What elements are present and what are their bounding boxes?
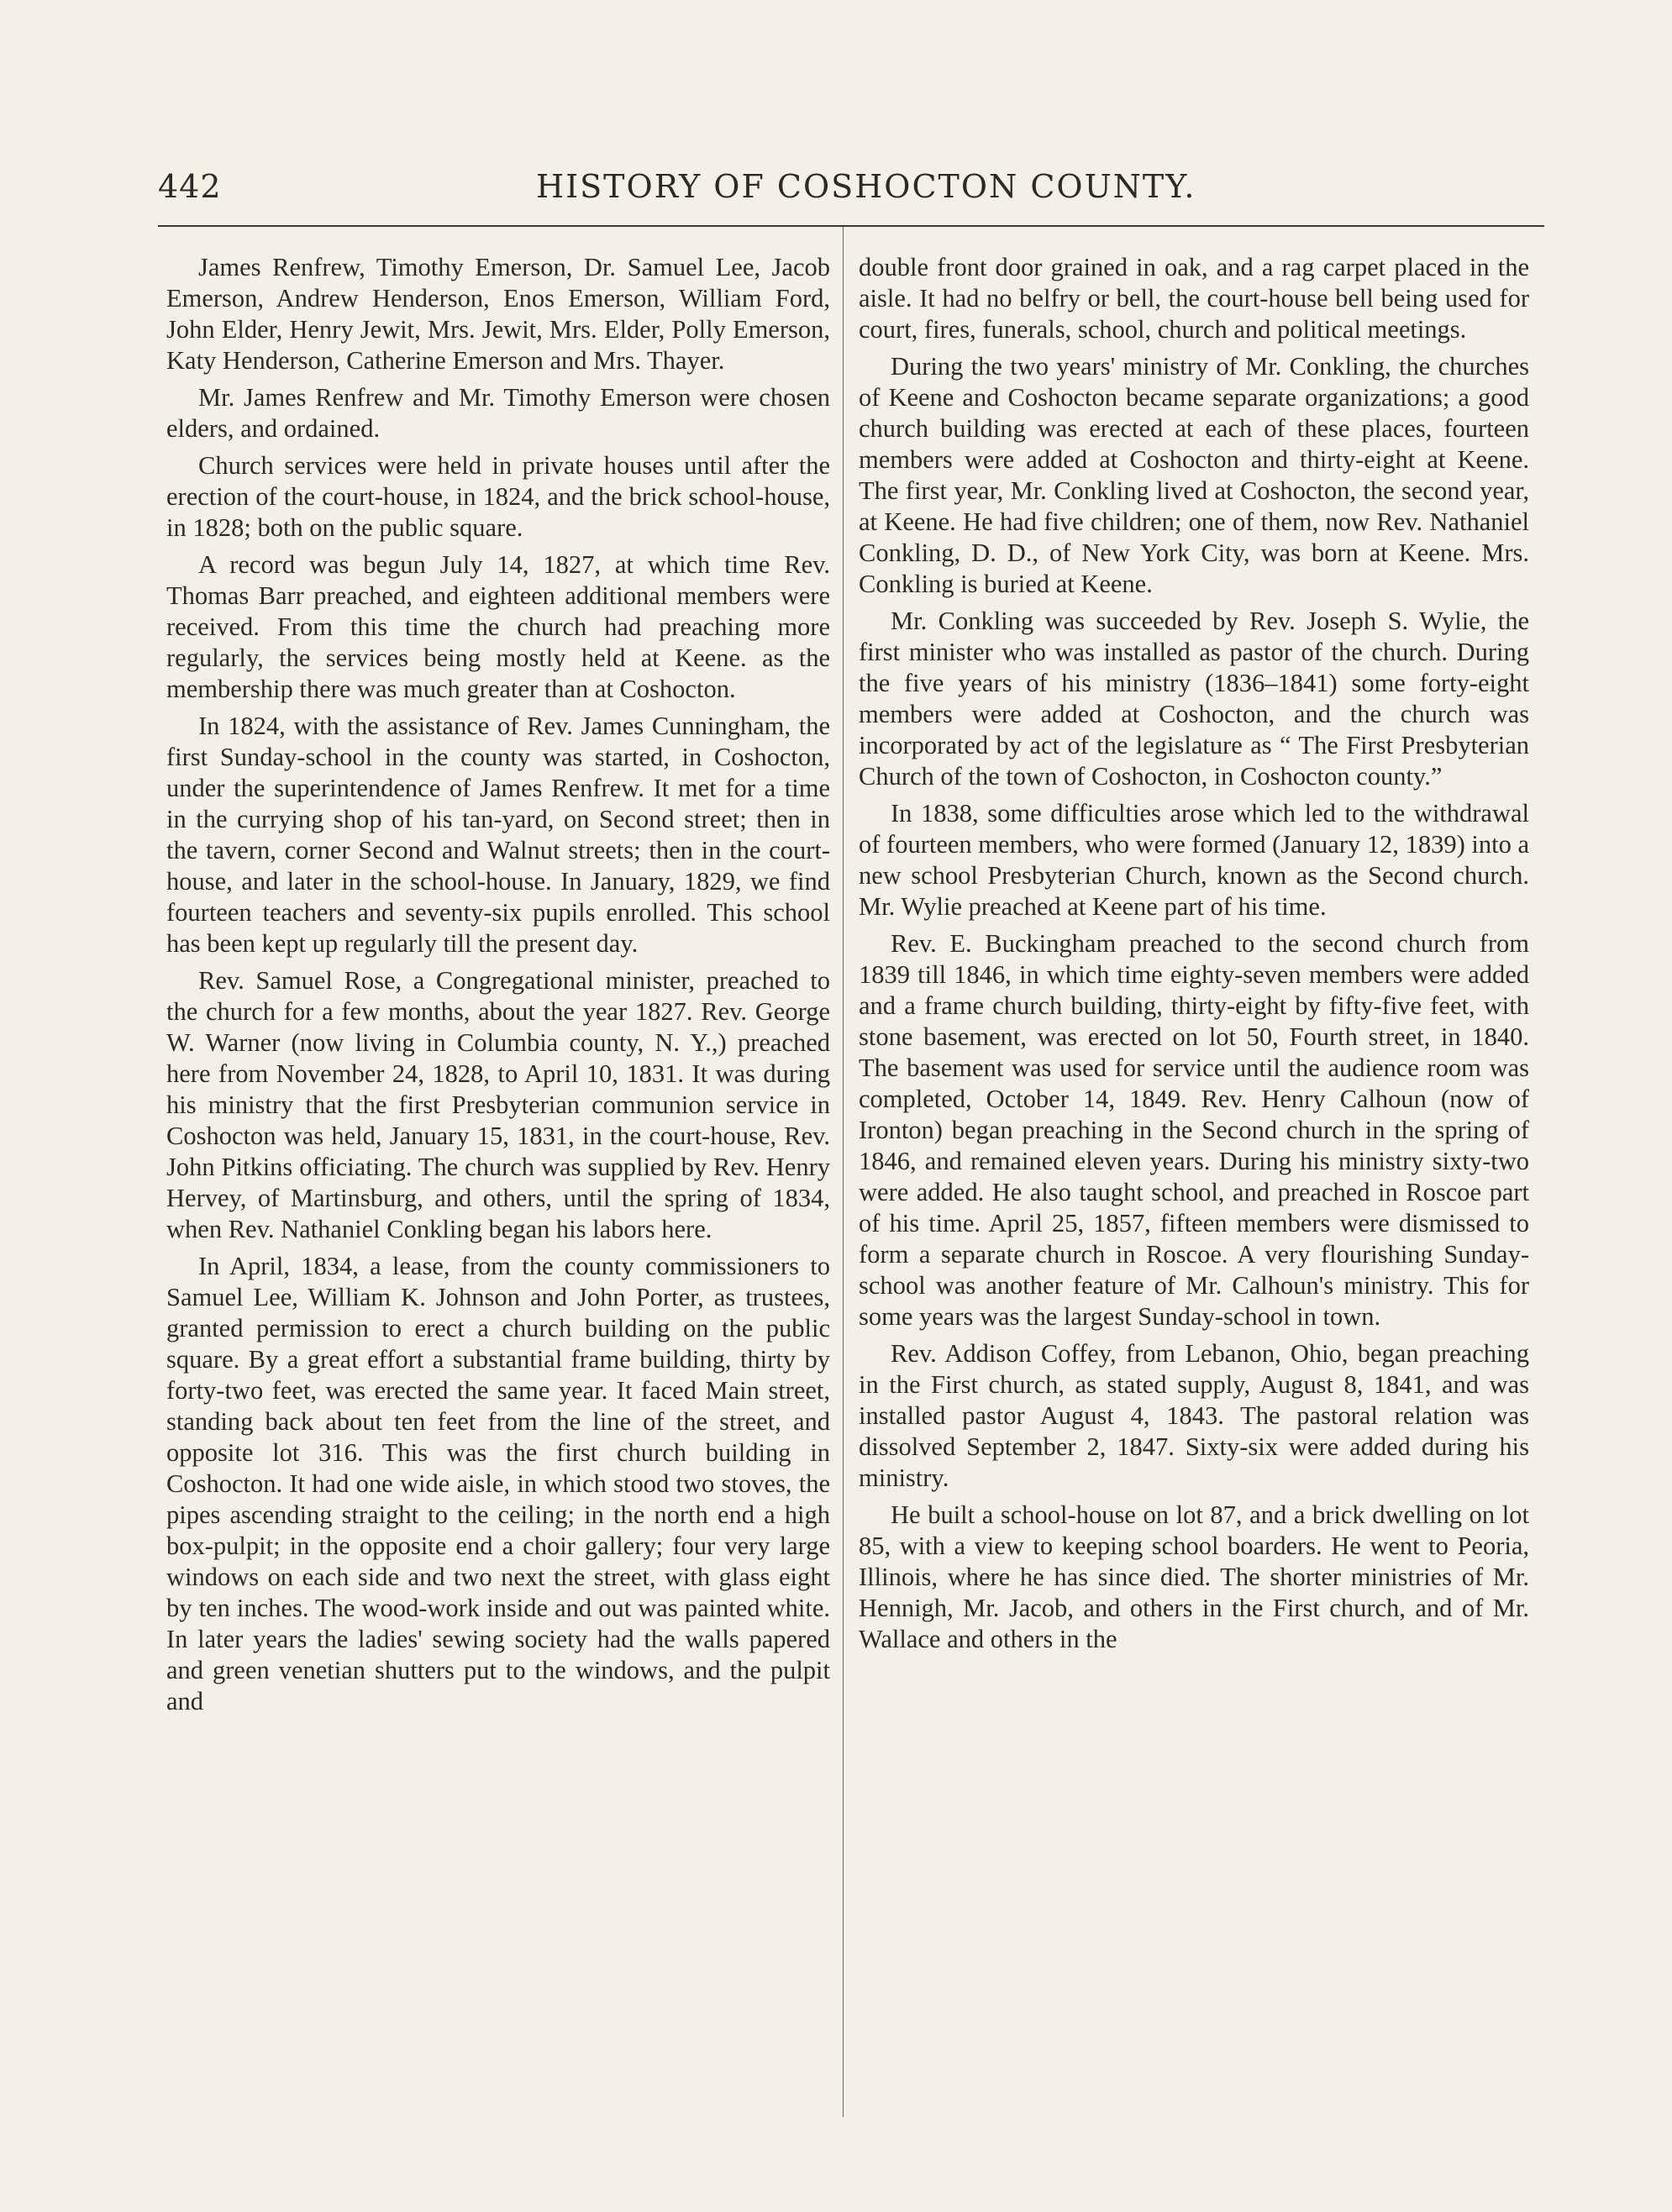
header-rule	[158, 225, 1544, 227]
paragraph: Rev. Addison Coffey, from Lebanon, Ohio, began preaching in the First church, as stated supply, August 8, 1841, and was installed pastor August 4, 1843. The pastoral relation was dissolved September 2, 1847. Sixty-six were added during his ministry.	[859, 1339, 1529, 1492]
paragraph: Mr. James Renfrew and Mr. Timothy Emerson were chosen elders, and ordained.	[166, 383, 830, 443]
left-column	[166, 252, 830, 1723]
paragraph: double front door grained in oak, and a rag carpet placed in the aisle. It had no belfry or bell, the court-house bell being used for court, fires, funerals, school, church and political meetings.	[859, 253, 1529, 344]
paragraph: Rev. E. Buckingham preached to the second church from 1839 till 1846, in which time eighty-seven members were added and a frame church building, thirty-eight by fifty-five feet, with stone basement, was erected on lot 50, Fourth street, in 1840. The basement was used for service until the audience room was completed, October 14, 1849. Rev. Henry Calhoun (now of Ironton) began preaching in the Second church in the spring of 1846, and remained eleven years. During his ministry sixty-two were added. He also taught school, and preached in Roscoe part of his time. April 25, 1857, fifteen members were dismissed to form a separate church in Roscoe. A very flourishing Sunday-school was another feature of Mr. Calhoun's ministry. This for some years was the largest Sunday-school in town.	[859, 929, 1529, 1331]
paragraph: A record was begun July 14, 1827, at which time Rev. Thomas Barr preached, and eighteen additional members were received. From this time the church had preaching more regularly, the services being mostly held at Keene. as the membership there was much greater than at Coshocton.	[166, 550, 830, 703]
page-header	[158, 160, 1546, 227]
paragraph: In 1838, some difficulties arose which led to the withdrawal of fourteen members, who were formed (January 12, 1839) into a new school Presbyterian Church, known as the Second church. Mr. Wylie preached at Keene part of his time.	[859, 799, 1529, 921]
page-number: 442	[158, 168, 222, 205]
paragraph: Rev. Samuel Rose, a Congregational minister, preached to the church for a few months, about the year 1827. Rev. George W. Warner (now living in Columbia county, N. Y.,) preached here from November 24, 1828, to April 10, 1831. It was during his ministry that the first Presbyterian communion service in Coshocton was held, January 15, 1831, in the court-house, Rev. John Pitkins officiating. The church was supplied by Rev. Henry Hervey, of Martinsburg, and others, until the spring of 1834, when Rev. Nathaniel Conkling began his labors here.	[166, 966, 830, 1243]
paragraph: In April, 1834, a lease, from the county commissioners to Samuel Lee, William K. Johnson and John Porter, as trustees, granted permission to erect a church building on the public square. By a great effort a substantial frame building, thirty by forty-two feet, was erected the same year. It faced Main street, standing back about ten feet from the line of the street, and opposite lot 316. This was the first church building in Coshocton. It had one wide aisle, in which stood two stoves, the pipes ascending straight to the ceiling; in the north end a high box-pulpit; in the opposite end a choir gallery; four very large windows on each side and two next the street, with glass eight by ten inches. The wood-work inside and out was painted white. In later years the ladies' sewing society had the walls papered and green venetian shutters put to the windows, and the pulpit and	[166, 1252, 830, 1715]
paragraph: Mr. Conkling was succeeded by Rev. Joseph S. Wylie, the first minister who was installed as pastor of the church. During the five years of his ministry (1836–1841) some forty-eight members were added at Coshocton, and the church was incorporated by act of the legislature as “ The First Presbyterian Church of the town of Coshocton, in Coshocton county.”	[859, 607, 1529, 791]
paragraph: In 1824, with the assistance of Rev. James Cunningham, the first Sunday-school in the county was started, in Coshocton, under the superintendence of James Renfrew. It met for a time in the currying shop of his tan-yard, on Second street; then in the tavern, corner Second and Walnut streets; then in the court-house, and later in the school-house. In January, 1829, we find fourteen teachers and seventy-six pupils enrolled. This school has been kept up regularly till the present day.	[166, 712, 830, 958]
paragraph: James Renfrew, Timothy Emerson, Dr. Samuel Lee, Jacob Emerson, Andrew Henderson, Enos Emerson, William Ford, John Elder, Henry Jewit, Mrs. Jewit, Mrs. Elder, Polly Emerson, Katy Henderson, Catherine Emerson and Mrs. Thayer.	[166, 253, 830, 375]
right-column	[859, 252, 1529, 1661]
column-divider	[843, 227, 844, 2117]
paragraph: Church services were held in private houses until after the erection of the court-house, in 1824, and the brick school-house, in 1828; both on the public square.	[166, 451, 830, 542]
paragraph: During the two years' ministry of Mr. Conkling, the churches of Keene and Coshocton became separate organizations; a good church building was erected at each of these places, fourteen members were added at Coshocton and thirty-eight at Keene. The first year, Mr. Conkling lived at Coshocton, the second year, at Keene. He had five children; one of them, now Rev. Nathaniel Conkling, D. D., of New York City, was born at Keene. Mrs. Conkling is buried at Keene.	[859, 352, 1529, 598]
running-title: HISTORY OF COSHOCTON COUNTY.	[536, 168, 1196, 205]
paragraph: He built a school-house on lot 87, and a brick dwelling on lot 85, with a view to keeping school boarders. He went to Peoria, Illinois, where he has since died. The shorter ministries of Mr. Hennigh, Mr. Jacob, and others in the First church, and of Mr. Wallace and others in the	[859, 1500, 1529, 1653]
